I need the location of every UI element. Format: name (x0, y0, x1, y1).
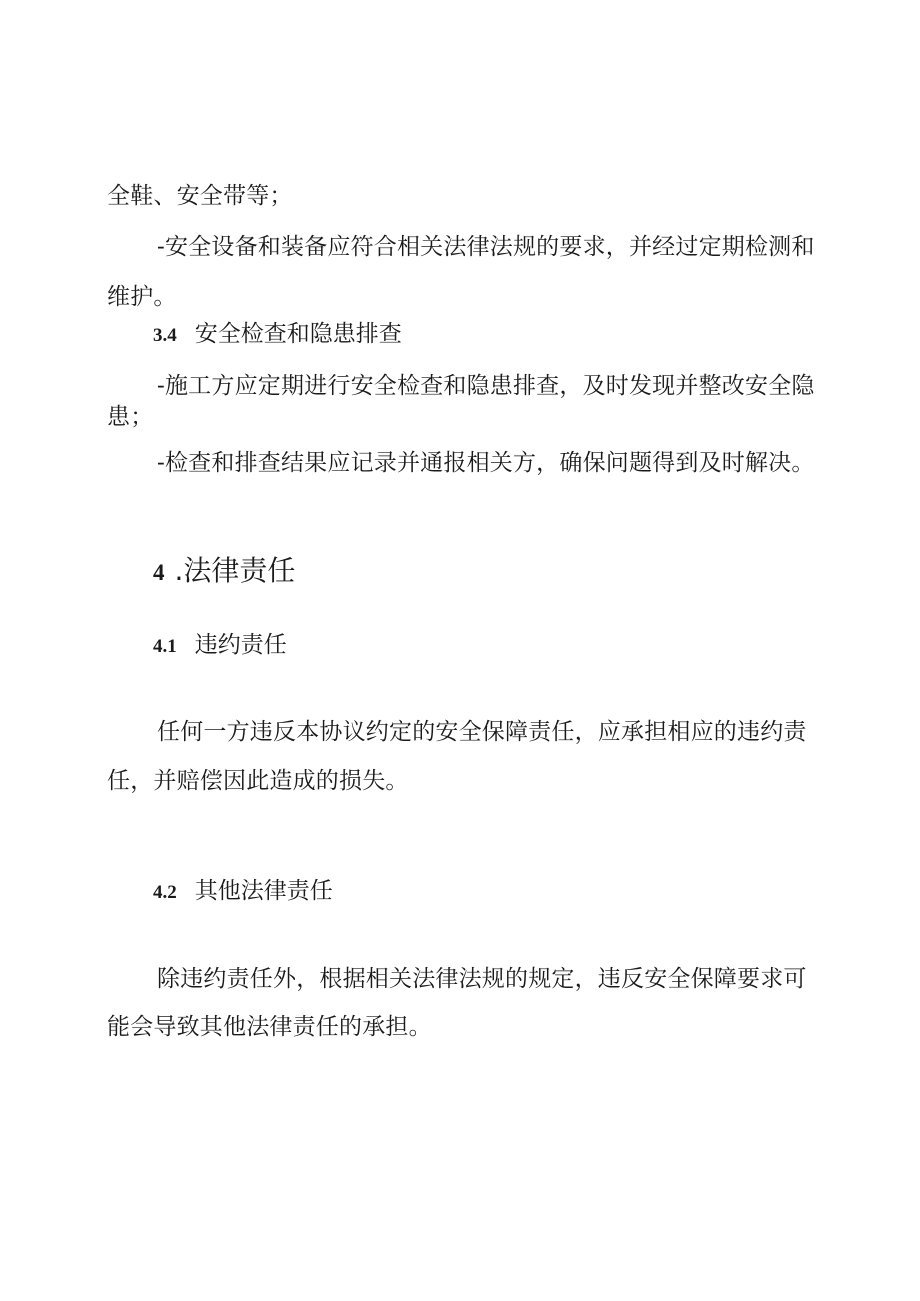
paragraph-line: 除违约责任外，根据相关法律法规的规定，违反安全保障要求可 (157, 966, 807, 992)
paragraph-line: 维护。 (107, 284, 177, 310)
section-heading-4-2 (153, 876, 333, 908)
paragraph-line: 任何一方违反本协议约定的安全保障责任，应承担相应的违约责 (157, 719, 807, 745)
paragraph-line: 任，并赔偿因此造成的损失。 (107, 768, 409, 794)
paragraph-line: -检查和排查结果应记录并通报相关方，确保问题得到及时解决。 (157, 450, 815, 476)
paragraph-line: 患； (107, 404, 154, 430)
chapter-title: .法律责任 (174, 554, 296, 587)
paragraph-line: 全鞋、安全带等； (107, 183, 293, 209)
paragraph-line: -施工方应定期进行安全检查和隐患排查，及时发现并整改安全隐 (157, 373, 815, 399)
section-heading-4-1 (153, 630, 287, 662)
section-number: 4.2 (153, 882, 177, 903)
chapter-heading-4 (153, 553, 295, 591)
paragraph-line: -安全设备和装备应符合相关法律法规的要求，并经过定期检测和 (157, 234, 815, 260)
paragraph-line: 能会导致其他法律责任的承担。 (107, 1014, 432, 1040)
section-title: 其他法律责任 (194, 878, 333, 904)
section-number: 3.4 (153, 325, 177, 346)
section-title: 安全检查和隐患排查 (194, 321, 402, 347)
chapter-number: 4 (153, 560, 165, 585)
section-number: 4.1 (153, 636, 177, 657)
section-heading-3-4 (153, 319, 402, 351)
section-title: 违约责任 (194, 632, 287, 658)
